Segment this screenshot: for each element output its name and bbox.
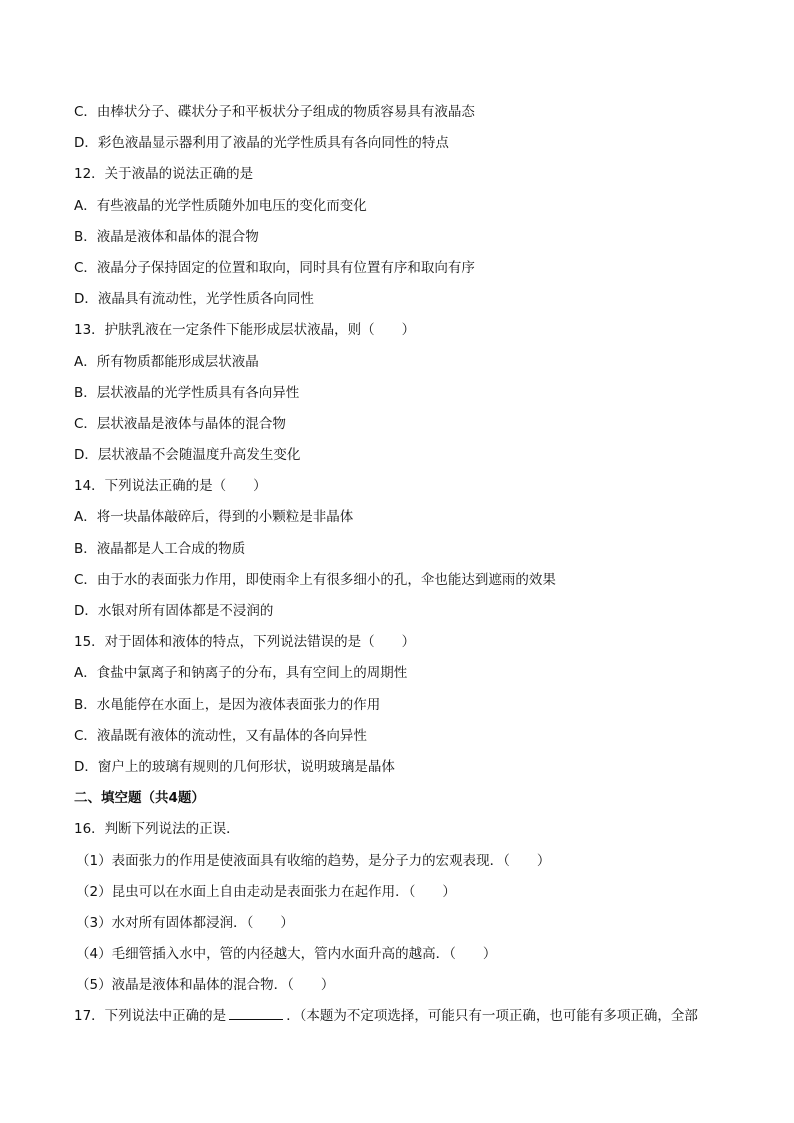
text-line: D．彩色液晶显示器利用了液晶的光学性质具有各向同性的特点: [74, 135, 449, 152]
option-line: C．层状液晶是液体与晶体的混合物: [74, 415, 286, 432]
option-line: D．层状液晶不会随温度升高发生变化: [74, 447, 301, 464]
question-stem: 14．下列说法正确的是（ ）: [74, 478, 267, 495]
question-17-suffix: ．（本题为不定项选择，可能只有一项正确，也可能有多项正确，全部: [286, 1008, 698, 1025]
sub-item: （5）液晶是液体和晶体的混合物．（ ）: [76, 977, 335, 994]
option-line: D．水银对所有固体都是不浸润的: [74, 603, 274, 619]
question-stem: 13．护肤乳液在一定条件下能形成层状液晶，则（ ）: [74, 322, 416, 339]
option-line: D．液晶具有流动性，光学性质各向同性: [74, 291, 314, 308]
text-line: C．由棒状分子、碟状分子和平板状分子组成的物质容易具有液晶态: [74, 104, 475, 120]
option-line: B．水黾能停在水面上，是因为液体表面张力的作用: [74, 696, 381, 713]
option-line: A．有些液晶的光学性质随外加电压的变化而变化: [74, 197, 367, 214]
sub-item: （2）昆虫可以在水面上自由走动是表面张力在起作用．（ ）: [76, 883, 456, 900]
question-17-prefix: 17．下列说法中正确的是: [74, 1008, 227, 1025]
option-line: B．液晶都是人工合成的物质: [74, 540, 246, 557]
answer-blank: [229, 1005, 283, 1020]
question-stem: 15．对于固体和液体的特点，下列说法错误的是（ ）: [74, 634, 416, 651]
option-line: A．所有物质都能形成层状液晶: [74, 353, 259, 370]
sub-item: （3）水对所有固体都浸润．（ ）: [76, 914, 294, 931]
option-line: A．将一块晶体敲碎后，得到的小颗粒是非晶体: [74, 509, 354, 526]
question-stem: 16．判断下列说法的正误．: [74, 821, 240, 838]
option-line: A．食盐中氯离子和钠离子的分布，具有空间上的周期性: [74, 665, 408, 682]
question-stem: 12．关于液晶的说法正确的是: [74, 166, 254, 183]
option-line: B．层状液晶的光学性质具有各向异性: [74, 384, 300, 401]
sub-item: （4）毛细管插入水中，管的内径越大，管内水面升高的越高．（ ）: [76, 946, 497, 963]
option-line: C．由于水的表面张力作用，即使雨伞上有很多细小的孔，伞也能达到遮雨的效果: [74, 571, 556, 588]
section-heading: 二、填空题（共4题）: [74, 790, 205, 807]
question-content: [74, 101, 754, 1037]
question-17: [74, 1005, 754, 1036]
option-line: D．窗户上的玻璃有规则的几何形状，说明玻璃是晶体: [74, 758, 395, 775]
option-line: B．液晶是液体和晶体的混合物: [74, 228, 259, 245]
option-line: C．液晶既有液体的流动性，又有晶体的各向异性: [74, 727, 367, 744]
option-line: C．液晶分子保持固定的位置和取向，同时具有位置有序和取向有序: [74, 259, 475, 276]
sub-item: （1）表面张力的作用是使液面具有收缩的趋势，是分子力的宏观表现．（ ）: [76, 852, 551, 869]
